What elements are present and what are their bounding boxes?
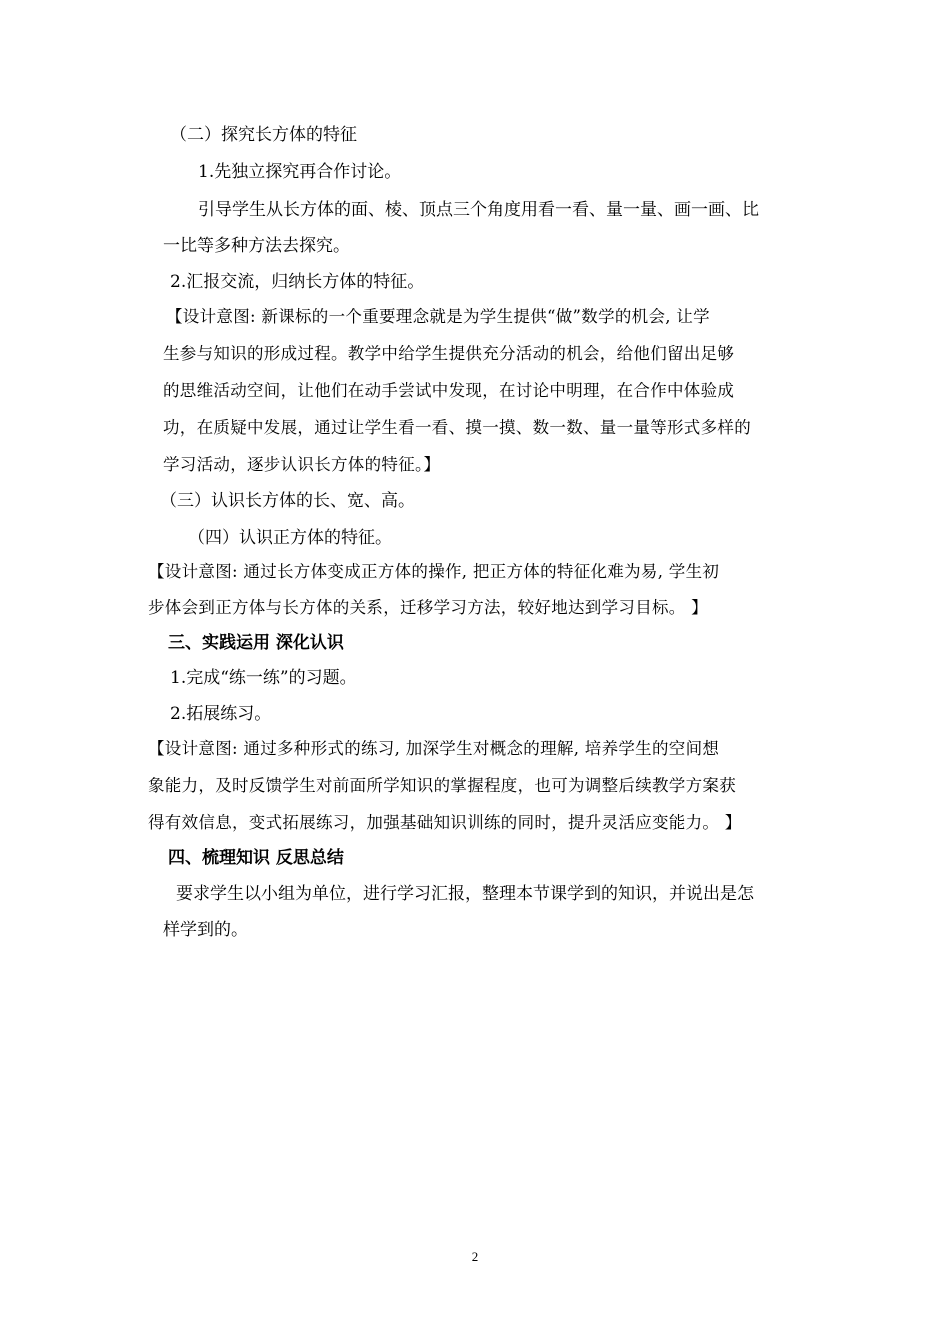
section-heading-practice: 三、实践运用 深化认识 [168,633,344,653]
design-intent-1-line-1: 【设计意图: 新课标的一个重要理念就是为学生提供“做”数学的机会, 让学 [166,307,710,326]
step-complete-exercises: 1.完成“练一练”的习题。 [170,668,357,688]
guide-paragraph-line-1: 引导学生从长方体的面、棱、顶点三个角度用看一看、量一量、画一画、比 [198,200,759,220]
section-heading-cube-features: （四）认识正方体的特征。 [188,528,392,548]
page-number: 2 [471,1249,479,1264]
design-intent-1-line-2: 生参与知识的形成过程。教学中给学生提供充分活动的机会，给他们留出足够 [163,344,735,363]
design-intent-1-line-5: 学习活动，逐步认识长方体的特征。】 [163,455,441,474]
step-extended-practice: 2.拓展练习。 [170,704,272,724]
design-intent-2-line-2: 步体会到正方体与长方体的关系，迁移学习方法，较好地达到学习目标。 】 [148,598,708,617]
summary-paragraph-line-2: 样学到的。 [163,920,248,940]
step-independent-explore: 1.先独立探究再合作讨论。 [198,162,402,182]
guide-paragraph-line-2: 一比等多种方法去探究。 [163,236,350,256]
design-intent-3-line-3: 得有效信息，变式拓展练习，加强基础知识训练的同时，提升灵活应变能力。 】 [148,813,742,832]
section-heading-cuboid-dimensions: （三）认识长方体的长、宽、高。 [160,491,415,511]
design-intent-3-line-2: 象能力，及时反馈学生对前面所学知识的掌握程度，也可为调整后续教学方案获 [148,776,736,795]
design-intent-3-line-1: 【设计意图: 通过多种形式的练习, 加深学生对概念的理解, 培养学生的空间想 [148,739,720,758]
design-intent-1-line-3: 的思维活动空间，让他们在动手尝试中发现，在讨论中明理，在合作中体验成 [163,381,735,400]
design-intent-2-line-1: 【设计意图: 通过长方体变成正方体的操作, 把正方体的特征化难为易, 学生初 [148,562,720,581]
section-heading-explore-cuboid: （二）探究长方体的特征 [170,125,357,145]
summary-paragraph-line-1: 要求学生以小组为单位，进行学习汇报，整理本节课学到的知识，并说出是怎 [176,884,754,904]
section-heading-review-summary: 四、梳理知识 反思总结 [168,848,344,868]
design-intent-1-line-4: 功，在质疑中发展，通过让学生看一看、摸一摸、数一数、量一量等形式多样的 [163,418,751,437]
step-report-summarize: 2.汇报交流，归纳长方体的特征。 [170,272,425,292]
